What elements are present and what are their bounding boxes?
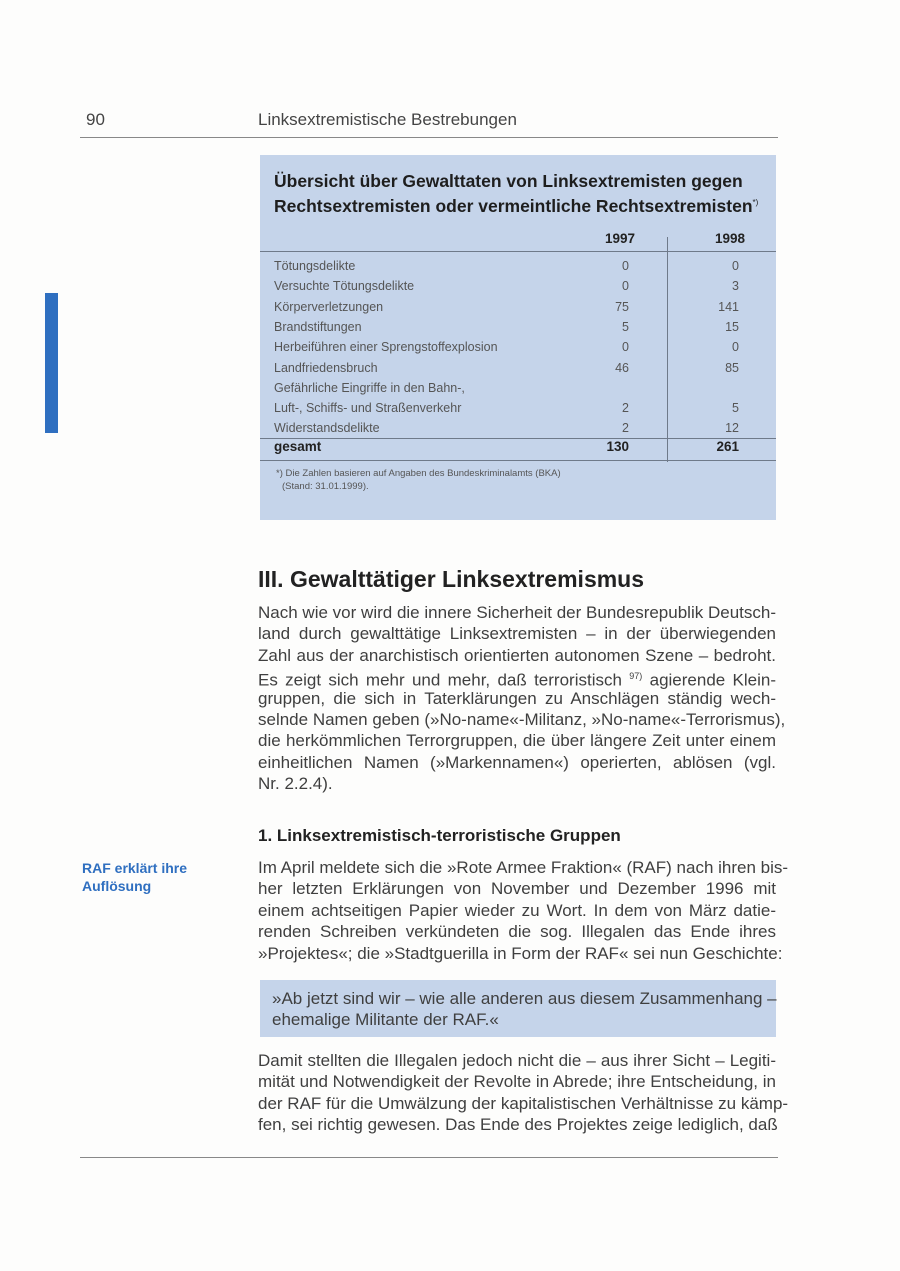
quote-box (260, 980, 776, 1037)
table-title (274, 171, 758, 217)
text-fragment: Es zeigt sich mehr und mehr, daß terroristisch (258, 670, 622, 690)
text-line: renden Schreiben verkündeten die sog. Illegalen das Ende ihres (258, 922, 776, 942)
text-line: mität und Notwendigkeit der Revolte in Abrede; ihre Entscheidung, in (258, 1072, 776, 1092)
value-1997: 2 (622, 401, 629, 416)
table-divider (260, 460, 776, 461)
text-line: die herkömmlichen Terrorgruppen, die über längere Zeit unter einem (258, 731, 776, 751)
value-1998: 0 (732, 259, 739, 273)
row-label: Brandstiftungen (274, 319, 362, 334)
paragraph-2 (258, 857, 789, 964)
row-label: Tötungsdelikte (274, 259, 356, 273)
value-1998: 12 (725, 421, 739, 436)
margin-note (82, 859, 187, 895)
value-1998: 0 (732, 340, 739, 355)
text-line: »Projektes«; die »Stadtguerilla in Form der RAF« sei nun Geschichte: (258, 943, 783, 963)
value-1998: 85 (725, 360, 739, 375)
value-1997: 0 (622, 340, 629, 355)
page-number: 90 (86, 110, 105, 129)
margin-note-line: RAF erklärt ihre (82, 860, 188, 876)
table-divider (260, 438, 776, 439)
table-title-line: Rechtsextremisten oder vermeintliche Rechtsextremisten (274, 195, 753, 216)
text-line: »Ab jetzt sind wir – wie alle anderen aus diesem Zusammenhang – (272, 989, 777, 1008)
text-line: ehemalige Militante der RAF.« (272, 1010, 499, 1030)
text-line: Nr. 2.2.4). (258, 774, 333, 794)
row-label: Gefährliche Eingriffe in den Bahn-, (274, 380, 465, 395)
quote-text (272, 988, 777, 1031)
column-header-1998: 1998 (714, 231, 745, 246)
footnote-reference[interactable]: 97) (629, 671, 643, 682)
value-1997: 46 (615, 360, 629, 375)
table-divider (260, 251, 776, 252)
paragraph-3 (258, 1050, 789, 1136)
value-1998: 5 (732, 401, 739, 416)
footer-rule (80, 1157, 778, 1158)
value-1997: 0 (622, 279, 629, 294)
value-1998: 3 (732, 279, 739, 294)
running-title: Linksextremistische Bestrebungen (258, 110, 517, 129)
row-label: Körperverletzungen (274, 299, 384, 314)
text-line: her letzten Erklärungen von November und Dezember 1996 mit (258, 879, 776, 899)
text-line: der RAF für die Umwälzung der kapitalistischen Verhältnisse zu kämp- (258, 1093, 789, 1113)
text-line: Damit stellten die Illegalen jedoch nicht die – aus ihrer Sicht – Legiti- (258, 1051, 776, 1070)
margin-note-line: Auflösung (82, 878, 152, 894)
text-line: fen, sei richtig gewesen. Das Ende des Projektes zeige lediglich, daß (258, 1115, 778, 1135)
margin-marker-bar (45, 293, 58, 433)
section-heading: III. Gewalttätiger Linksextremismus (258, 566, 645, 592)
text-line: Zahl aus der anarchistisch orientierten autonomen Szene – bedroht. (258, 645, 776, 665)
footnote-line: *) Die Zahlen basieren auf Angaben des Bundeskriminalamts (BKA) (276, 468, 561, 479)
total-1997: 130 (606, 439, 629, 454)
text-line: Nach wie vor wird die innere Sicherheit der Bundesrepublik Deutsch- (258, 603, 776, 622)
column-header-1997: 1997 (604, 231, 635, 246)
total-1998: 261 (716, 439, 739, 454)
row-label: Luft-, Schiffs- und Straßenverkehr (274, 401, 462, 416)
paragraph-1 (258, 602, 786, 795)
value-1998: 15 (725, 319, 739, 334)
row-label: Landfriedensbruch (274, 360, 378, 375)
row-label: Herbeiführen einer Sprengstoffexplosion (274, 340, 498, 355)
statistics-table-box (260, 155, 776, 520)
footnote-line: (Stand: 31.01.1999). (282, 481, 369, 492)
value-1997: 75 (615, 299, 629, 314)
text-line: Im April meldete sich die »Rote Armee Fraktion« (RAF) nach ihren bis- (258, 858, 789, 877)
column-divider (667, 237, 668, 462)
text-line (258, 666, 777, 690)
row-label: Widerstandsdelikte (274, 421, 380, 436)
text-line: selnde Namen geben (»No-name«-Militanz, »No-name«-Terrorismus), (258, 709, 786, 729)
text-line: einem achtseitigen Papier wieder zu Wort. In dem von März datie- (258, 900, 776, 920)
row-label: Versuchte Tötungsdelikte (274, 279, 415, 294)
value-1998: 141 (718, 299, 739, 314)
subsection-heading: 1. Linksextremistisch-terroristische Gruppen (258, 826, 621, 845)
text-line: gruppen, die sich in Taterklärungen zu Anschlägen ständig wech- (258, 688, 776, 708)
value-1997: 0 (622, 259, 629, 273)
text-line: einheitlichen Namen (»Markennamen«) operierten, ablösen (vgl. (258, 752, 776, 772)
footnote-mark: *) (752, 198, 759, 207)
table-footnote (276, 467, 561, 493)
text-line: land durch gewalttätige Linksextremisten – in der überwiegenden (258, 624, 776, 644)
text-fragment: agierende Klein- (649, 670, 777, 690)
table-title-line: Übersicht über Gewalttaten von Linksextremisten gegen (274, 171, 743, 191)
value-1997: 2 (622, 421, 629, 436)
total-label: gesamt (274, 439, 322, 454)
header-rule (80, 137, 778, 138)
value-1997: 5 (622, 319, 629, 334)
